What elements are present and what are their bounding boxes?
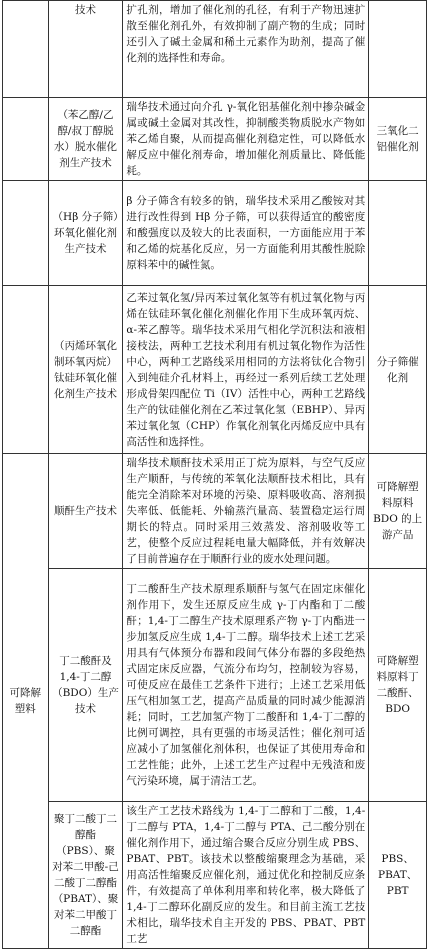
technology-name-cell: 丁二酸酐及 1,4-丁二醇（BDO）生产技术 [48, 569, 123, 802]
category-cell [3, 286, 49, 454]
category-cell [3, 98, 49, 181]
process-technology-table [2, 0, 427, 949]
table-row [3, 569, 427, 802]
category-cell [3, 1, 49, 98]
table-row [3, 802, 427, 949]
technology-description-cell: 瑞华技术顺酐技术采用正丁烷为原料，与空气反应生产顺酐，与传统的苯氧化法顺酐技术相比，具有能完全消除苯对环境的污染、原料吸收高、溶剂损失率低、低能耗、外输蒸汽量高、装置稳定运行周期长的特点。同时采用三效蒸发、溶剂吸收等工艺，使整个反应过程耗电量大幅降低，并有效解决了目前普遍存在于顺酐行业的废水处理问题。 [123, 454, 369, 569]
product-cell: PBS、PBAT、PBT [369, 802, 427, 949]
technology-name-cell: （苯乙醇/乙醇/叔丁醇脱水）脱水催化剂生产技术 [48, 98, 123, 181]
table-row [3, 286, 427, 454]
technology-name-cell: （丙烯环氧化制环氧丙烷）钛硅环氧化催化剂生产技术 [48, 286, 123, 454]
table-row [3, 181, 427, 286]
product-cell: 分子筛催化剂 [369, 286, 427, 454]
product-cell: 可降解塑料原料 BDO 的上游产品 [369, 454, 427, 569]
technology-description-cell: 瑞华技术通过向介孔 γ-氧化铝基催化剂中掺杂碱金属或碱土金属对其改性，抑制酸类物质脱水产物如苯乙烯自聚，从而提高催化剂稳定性，可以降低水解反应中催化剂寿命，增加催化剂质量比、降低能耗。 [123, 98, 369, 181]
technology-name-cell: 顺酐生产技术 [48, 454, 123, 569]
technology-name-cell: 技术 [48, 1, 123, 98]
table-row [3, 98, 427, 181]
product-cell [369, 181, 427, 286]
product-cell: 可降解塑料原料丁二酸酐、BDO [369, 569, 427, 802]
product-cell [369, 1, 427, 98]
table-row [3, 1, 427, 98]
category-cell [3, 181, 49, 286]
technology-description-cell: 乙苯过氧化氢/异丙苯过氧化氢等有机过氧化物与丙烯在钛硅环氧化催化剂催化作用下生成环氧丙烷、α-苯乙醇等。瑞华技术采用气相化学沉积法和液相接枝法，两种工艺技术利用有机过氧化物作为活性中心，两种工艺路线采用相同的方法将钛化合物引入到纯硅介孔材料上，再经过一系列后续工艺处理形成骨架四配位 Ti（IV）活性中心，两种工艺路线生产的钛硅催化剂在乙苯过氧化氢（EBHP）、异丙苯过氧化氢（CHP）作氧化剂氧化丙烯反应中具有高活性和选择性。 [123, 286, 369, 454]
technology-description-cell: 扩孔剂，增加了催化剂的孔径，有利于产物迅速扩散至催化剂孔外，有效抑制了副产物的生成；同时还引入了碱土金属和稀土元素作为助剂，提高了催化剂的选择性和寿命。 [123, 1, 369, 98]
technology-description-cell: 该生产工艺技术路线为 1,4-丁二醇和丁二酸，1,4-丁二醇与 PTA，1,4-丁二醇与 PTA、己二酸分别在催化剂作用下，通过缩合聚合反应分别生成 PBS、PBAT、PBT。该技术以整酸缩聚理念为基础，采用高活性缩聚反应催化剂，通过优化和控制反应条件，有效提高了单体利用率和转化率，极大降低了 1,4-丁二醇环化副反应的发生。和目前主流工艺技术相比，瑞华技术自主开发的 PBS、PBAT、PBT 工艺 [123, 802, 369, 949]
technology-name-cell: 聚丁二酸丁二醇酯（PBS）、聚对苯二甲酸-己二酸丁二醇酯（PBAT）、聚对苯二甲酸丁二醇酯 [48, 802, 123, 949]
technology-description-cell: β 分子筛含有较多的钠，瑞华技术采用乙酸铵对其进行改性得到 Hβ 分子筛，可以获得适宜的酸密度和酸强度以及较大的比表面积，一方面能应用于苯和乙烯的烷基化反应，另一方面能利用其酸性脱除原料苯中的碱性氮。 [123, 181, 369, 286]
technology-name-cell: （Hβ 分子筛）环氧化催化剂生产技术 [48, 181, 123, 286]
category-cell: 可降解塑料 [3, 454, 49, 949]
product-cell: 三氧化二铝催化剂 [369, 98, 427, 181]
table-row [3, 454, 427, 569]
technology-description-cell: 丁二酸酐生产技术原理系顺酐与氢气在固定床催化剂作用下，发生还原反应生成 γ-丁内酯和丁二酸酐；1,4-丁二醇生产技术原理系产物 γ-丁内酯进一步加氢反应生成 1,4-丁二醇。瑞华技术上述工艺采用具有气体预分布器和段间气体分布器的多段绝热式固定床反应器，气流分布均匀，控制较为容易，可使反应在最佳工艺条件下进行；上述工艺采用低压气相加氢工艺，提高产品质量的同时减少能源消耗；同时，工艺加氢产物丁二酸酐和 1,4-丁二醇的比例可调控，具有更强的市场灵活性；催化剂可适应减小了加氢催化剂体积，也保证了其使用寿命和工艺性能；此外，上述工艺生产过程中无残渣和废气污染环境，属于清洁工艺。 [123, 569, 369, 802]
